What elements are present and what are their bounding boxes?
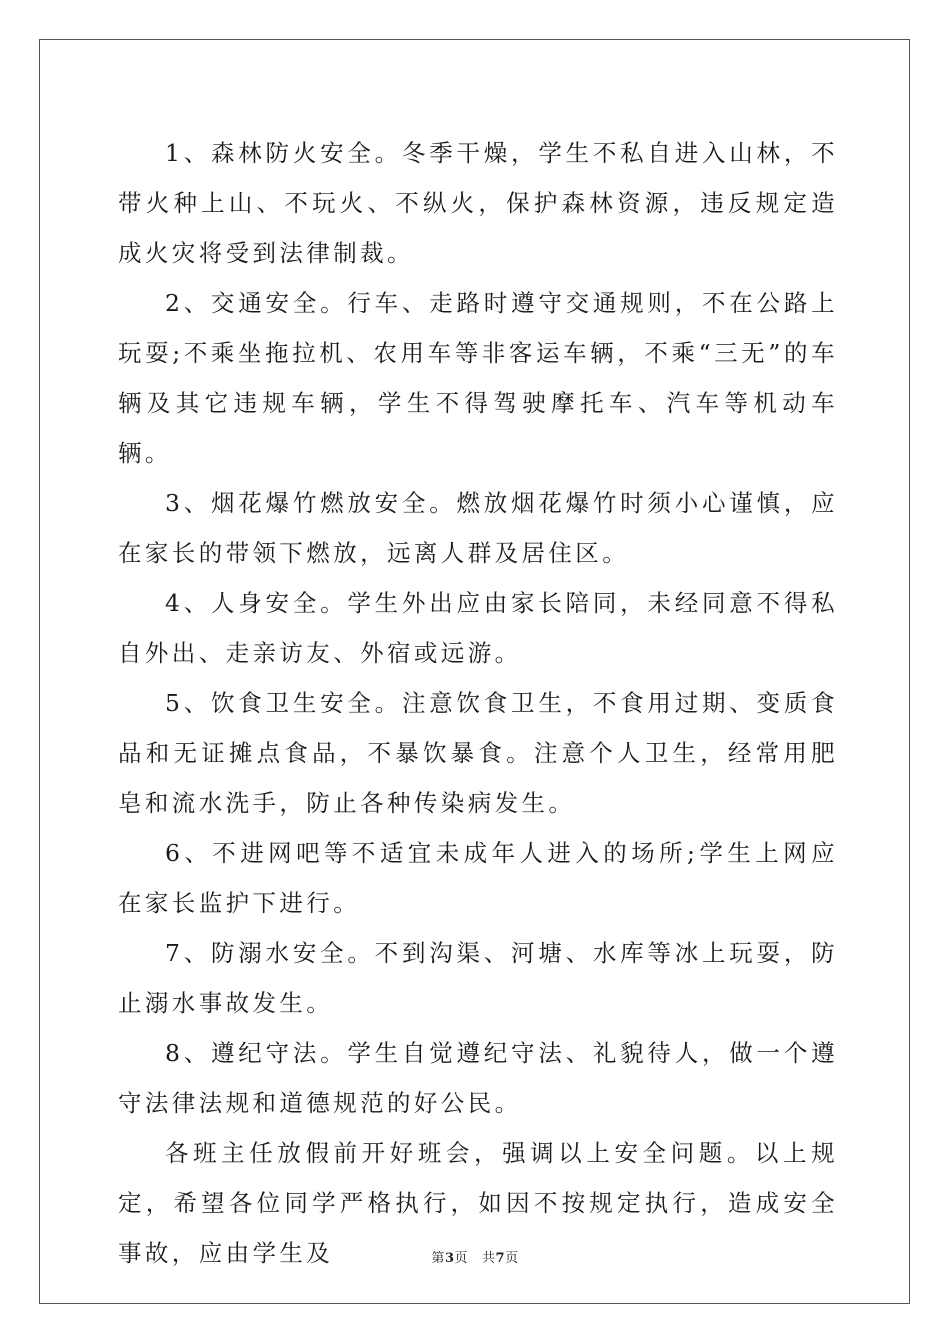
page-number-prefix: 第	[431, 1251, 445, 1266]
current-page-number: 3	[444, 1251, 455, 1266]
paragraph-food-hygiene-safety: 5、饮食卫生安全。注意饮食卫生，不食用过期、变质食品和无证摊点食品，不暴饮暴食。注意个人卫生，经常用肥皂和流水洗手，防止各种传染病发生。	[118, 689, 838, 817]
total-page-count: 7	[495, 1251, 506, 1266]
paragraph-internet-cafe-rule: 6、不进网吧等不适宜未成年人进入的场所;学生上网应在家长监护下进行。	[118, 839, 838, 917]
paragraph-personal-safety: 4、人身安全。学生外出应由家长陪同，未经同意不得私自外出、走亲访友、外宿或远游。	[118, 589, 838, 667]
page-footer	[0, 1247, 950, 1266]
paragraph-fireworks-safety: 3、烟花爆竹燃放安全。燃放烟花爆竹时须小心谨慎，应在家长的带领下燃放，远离人群及居住区。	[118, 489, 838, 567]
paragraph-law-abiding: 8、遵纪守法。学生自觉遵纪守法、礼貌待人，做一个遵守法律法规和道德规范的好公民。	[118, 1039, 838, 1117]
paragraph-forest-fire-safety: 1、森林防火安全。冬季干燥，学生不私自进入山林，不带火种上山、不玩火、不纵火，保护森林资源，违反规定造成火灾将受到法律制裁。	[118, 139, 838, 267]
document-body	[118, 128, 838, 1278]
total-pages-prefix: 共	[482, 1251, 496, 1266]
paragraph-drowning-prevention: 7、防溺水安全。不到沟渠、河塘、水库等冰上玩耍，防止溺水事故发生。	[118, 939, 838, 1017]
page-number-suffix: 页	[454, 1251, 468, 1266]
paragraph-class-meeting-note: 各班主任放假前开好班会，强调以上安全问题。以上规定，希望各位同学严格执行，如因不按规定执行，造成安全事故，应由学生及	[118, 1139, 838, 1267]
paragraph-traffic-safety: 2、交通安全。行车、走路时遵守交通规则，不在公路上玩耍;不乘坐拖拉机、农用车等非客运车辆，不乘“三无”的车辆及其它违规车辆，学生不得驾驶摩托车、汽车等机动车辆。	[118, 289, 838, 467]
total-pages-suffix: 页	[505, 1251, 519, 1266]
